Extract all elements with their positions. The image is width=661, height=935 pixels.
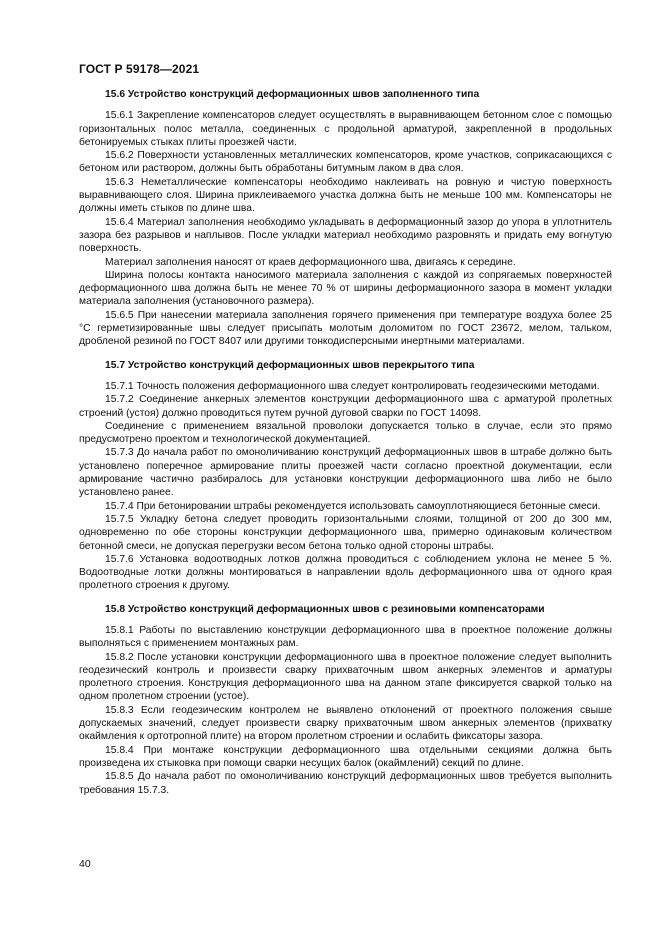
- paragraph: Материал заполнения наносят от краев деформационного шва, двигаясь к середине.: [105, 256, 516, 268]
- paragraph: 15.6.4 Материал заполнения необходимо укладывать в деформационный зазор до упора в уплотнитель зазора без разрывов и наплывов. После укладки материал необходимо разровнять и придать ему вогнутую поверхность.: [79, 216, 612, 255]
- paragraph: 15.8.1 Работы по выставлению конструкции деформационного шва в проектное положение должны выполняться с применением монтажных рам.: [79, 624, 612, 650]
- paragraph: 15.8.5 До начала работ по омоноличиванию конструкций деформационных швов требуется выполнить требования 15.7.3.: [79, 771, 612, 796]
- section-15-6: [79, 88, 612, 349]
- paragraph: 15.8.4 При монтаже конструкции деформационного шва отдельными секциями должна быть произведена их стыковка при помощи сварки несущих балок (окаймлений) секций по длине.: [79, 744, 612, 769]
- paragraph: Ширина полосы контакта наносимого материала заполнения с каждой из сопрягаемых поверхностей деформационного шва должна быть не менее 70 % от ширины деформационного зазора в момент укладки материала заполнения (установочного размера).: [79, 269, 612, 308]
- section-heading: 15.8 Устройство конструкций деформационных швов с резиновыми компенсаторами: [105, 603, 545, 615]
- paragraph: 15.6.5 При нанесении материала заполнения горячего применения при температуре воздуха более 25 °С герметизированные швы следует присыпать молотым доломитом по ГОСТ 23672, мелом, тальком, дробленой резиной по ГОСТ 8407 или другими тонкодисперсными инертными материалами.: [79, 309, 612, 348]
- paragraph: 15.6.2 Поверхности установленных металлических компенсаторов, кроме участков, соприкасающихся с бетоном или раствором, должны быть обработаны битумным лаком в два слоя.: [79, 150, 612, 175]
- paragraph: 15.7.5 Укладку бетона следует проводить горизонтальными слоями, толщиной от 200 до 300 мм, одновременно по обе стороны конструкции деформационного шва, примерно одинаковым количеством бетонной смеси, не допуская перегрузки весом бетона только одной стороны штрабы.: [79, 513, 612, 552]
- paragraph: 15.7.4 При бетонировании штрабы рекомендуется использовать самоуплотняющиеся бетонные смеси.: [105, 500, 601, 512]
- paragraph: Соединение с применением вязальной проволоки допускается только в случае, если это прямо предусмотрено проектом и технологической документацией.: [79, 420, 612, 446]
- document-header: ГОСТ Р 59178—2021: [79, 62, 200, 76]
- paragraph: 15.7.3 До начала работ по омоноличиванию конструкций деформационных швов в штрабе должно быть установлено поперечное армирование плиты проезжей части согласно проектной документации, если армирование частично разбиралось для установки конструкции деформационного шва либо не было установлено ранее.: [79, 447, 612, 499]
- paragraph: 15.7.2 Соединение анкерных элементов конструкции деформационного шва с арматурой пролетных строений (устоя) должно проводиться путем ручной дуговой сварки по ГОСТ 14098.: [79, 394, 612, 419]
- paragraph: 15.8.2 После установки конструкции деформационного шва в проектное положение следует выполнить геодезический контроль и произвести сварку прихваточным швом анкерных элементов и арматуры пролетного строения. Конструкция деформационного шва на данном этапе фиксируется сваркой только на одном пролетном строении (устое).: [79, 651, 612, 703]
- page-number: 40: [79, 858, 91, 870]
- section-15-8: [79, 603, 612, 797]
- document-body: [79, 88, 612, 797]
- paragraph: 15.8.3 Если геодезическим контролем не выявлено отклонений от проектного положения свыше допускаемых значений, следует произвести сварку прихваточным швом анкерных элементов (прихватку окаймления к ортотропной плите) на втором пролетном строении и ослабить фиксаторы зазора.: [79, 704, 612, 743]
- paragraph: 15.6.1 Закрепление компенсаторов следует осуществлять в выравнивающем бетонном слое с помощью горизонтальных полос металла, соединенных с продольной арматурой, закрепленной в продольных бетонируемых стыках плиты проезжей части.: [79, 110, 612, 148]
- section-15-7: [79, 359, 612, 593]
- paragraph: 15.6.3 Неметаллические компенсаторы необходимо наклеивать на ровную и чистую поверхность выравнивающего слоя. Ширина приклеиваемого участка должна быть не меньше 100 мм. Компенсаторы не должны иметь стыков по длине шва.: [79, 176, 612, 215]
- paragraph: 15.7.6 Установка водоотводных лотков должна проводиться с соблюдением уклона не менее 5 %. Водоотводные лотки должны монтироваться в направлении вдоль деформационного шва от одного края пролетного строения к другому.: [79, 553, 612, 592]
- paragraph: 15.7.1 Точность положения деформационного шва следует контролировать геодезическими методами.: [105, 380, 600, 392]
- section-heading: 15.6 Устройство конструкций деформационных швов заполненного типа: [105, 89, 480, 100]
- section-heading: 15.7 Устройство конструкций деформационных швов перекрытого типа: [105, 359, 475, 371]
